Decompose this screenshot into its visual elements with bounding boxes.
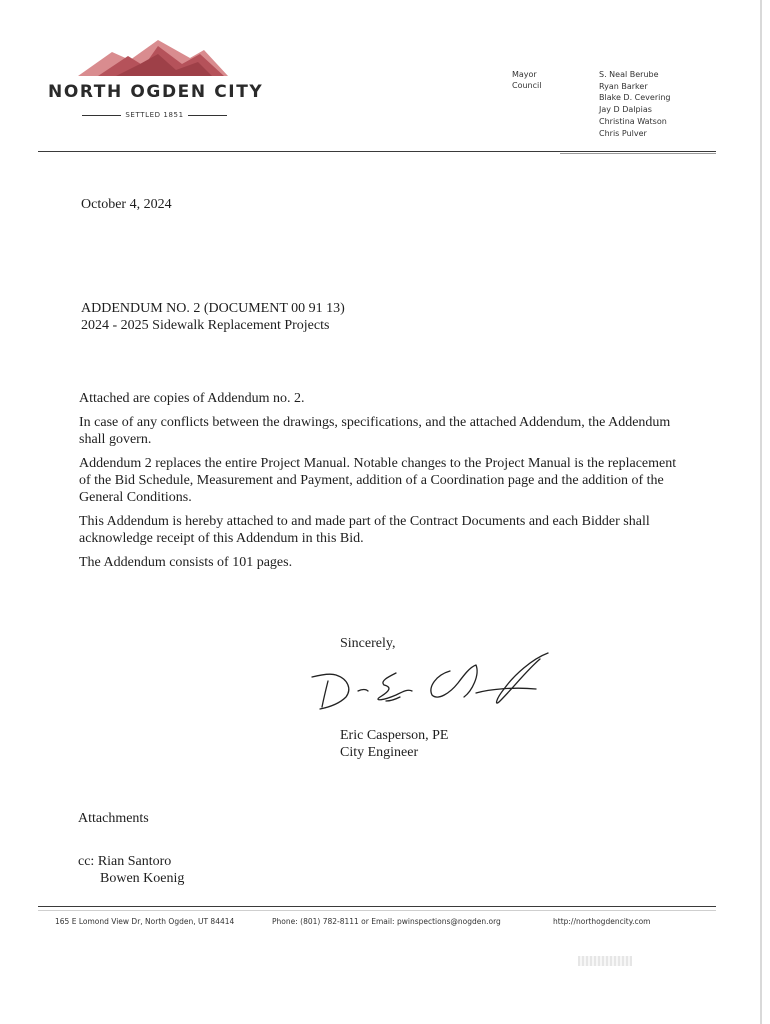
body-paragraph: Addendum 2 replaces the entire Project Manual. Notable changes to the Project Manual is the replacement of the Bid Schedule, Measurement and Payment, addition of a Coordination page and the addition of the General Conditions. bbox=[79, 456, 677, 505]
official-name: Blake D. Cevering bbox=[599, 93, 671, 103]
header-divider bbox=[38, 151, 716, 152]
official-name: Ryan Barker bbox=[599, 81, 648, 91]
subject-line: 2024 - 2025 Sidewalk Replacement Projects bbox=[81, 318, 330, 333]
body-paragraph: The Addendum consists of 101 pages. bbox=[79, 555, 293, 570]
footer-address: 165 E Lomond View Dr, North Ogden, UT 84414 bbox=[55, 917, 235, 926]
cc-line: cc: Rian Santoro bbox=[78, 854, 172, 869]
north-ogden-city-logo-mountains bbox=[78, 40, 228, 76]
footer-contact: Phone: (801) 782-8111 or Email: pwinspections@nogden.org bbox=[272, 917, 501, 926]
handwritten-signature bbox=[300, 645, 560, 730]
body-paragraph: This Addendum is hereby attached to and made part of the Contract Documents and each Bidder shall acknowledge receipt of this Addendum in this Bid. bbox=[79, 514, 650, 546]
closing: Sincerely, bbox=[340, 636, 396, 651]
divider bbox=[82, 115, 121, 116]
letter-subject bbox=[81, 300, 345, 334]
official-name: S. Neal Berube bbox=[599, 70, 659, 79]
settled-text: SETTLED 1851 bbox=[125, 110, 184, 119]
settled-tagline bbox=[82, 109, 227, 121]
official-name: Christina Watson bbox=[599, 116, 667, 126]
official-name: Chris Pulver bbox=[599, 128, 647, 138]
divider bbox=[188, 115, 227, 116]
letter-body bbox=[79, 390, 689, 578]
signer-title: City Engineer bbox=[340, 745, 419, 760]
footer-divider-light bbox=[38, 910, 716, 911]
signer-name: Eric Casperson, PE bbox=[340, 728, 449, 743]
body-paragraph: Attached are copies of Addendum no. 2. bbox=[79, 391, 305, 406]
footer-website: http://northogdencity.com bbox=[553, 917, 651, 926]
official-roles bbox=[512, 69, 541, 91]
official-names bbox=[599, 69, 671, 139]
body-paragraph: In case of any conflicts between the drawings, specifications, and the attached Addendum, the Addendum shall govern. bbox=[79, 415, 671, 447]
role-mayor: Mayor bbox=[512, 70, 537, 79]
footer-divider bbox=[38, 906, 716, 907]
scan-smudge bbox=[578, 956, 632, 966]
signer-block bbox=[340, 727, 448, 761]
page-edge bbox=[760, 0, 762, 1024]
cc-block bbox=[78, 853, 184, 887]
role-council: Council bbox=[512, 81, 542, 90]
letter-date: October 4, 2024 bbox=[81, 197, 172, 212]
attachments-label: Attachments bbox=[78, 811, 149, 826]
header-divider-light bbox=[560, 153, 716, 154]
cc-line: Bowen Koenig bbox=[100, 871, 185, 886]
city-name: NORTH OGDEN CITY bbox=[48, 82, 264, 102]
official-name: Jay D Dalpias bbox=[599, 105, 652, 115]
subject-line: ADDENDUM NO. 2 (DOCUMENT 00 91 13) bbox=[81, 301, 345, 316]
